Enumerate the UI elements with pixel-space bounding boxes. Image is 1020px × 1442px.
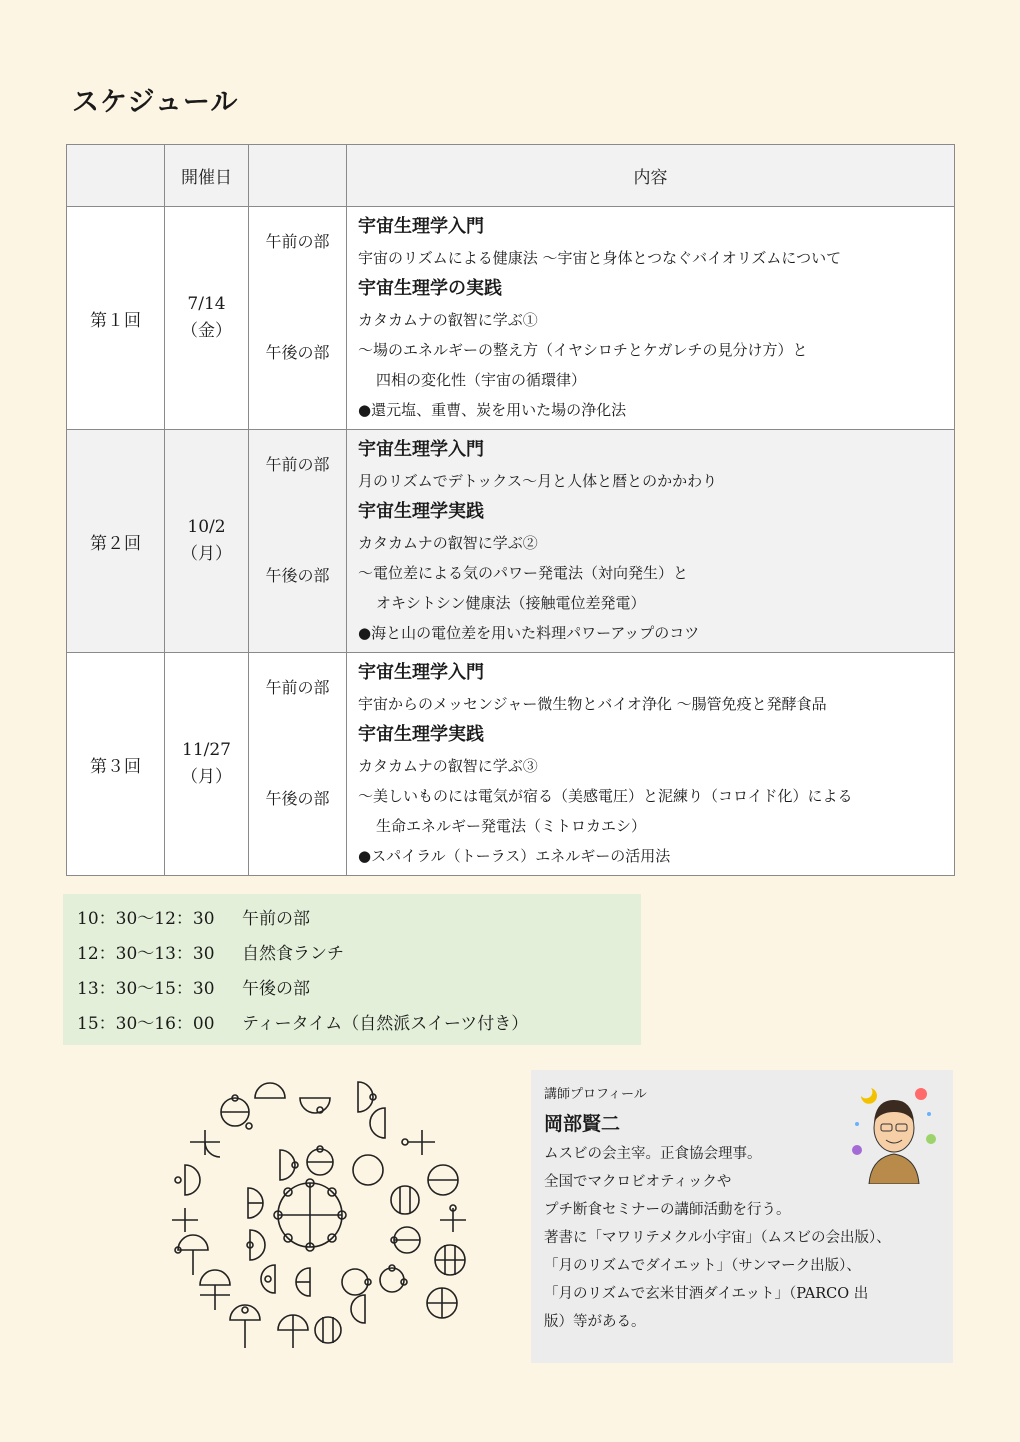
header-date: 開催日 xyxy=(165,145,249,207)
timetable-box xyxy=(63,894,641,1045)
pm-label: 午後の部 xyxy=(265,343,330,362)
content-cell xyxy=(347,653,955,876)
session-weekday: （月） xyxy=(181,767,232,787)
profile-line: ムスビの会主宰。正食協会理事。 xyxy=(544,1146,762,1162)
profile-line: 「月のリズムで玄米甘酒ダイエット」（PARCO 出 xyxy=(544,1286,869,1302)
pm-line: ●還元塩、重曹、炭を用いた場の浄化法 xyxy=(358,401,627,419)
timetable-label: 午前の部 xyxy=(242,909,310,929)
profile-line: 版）等がある。 xyxy=(544,1314,646,1330)
date-cell xyxy=(165,653,249,876)
table-row xyxy=(67,653,955,876)
content-cell xyxy=(347,207,955,430)
timetable-label: 自然食ランチ xyxy=(242,944,344,964)
timetable-row xyxy=(77,972,641,1007)
center-glyph xyxy=(274,1179,346,1251)
am-title: 宇宙生理学入門 xyxy=(358,662,484,683)
part-cell xyxy=(249,207,347,430)
instructor-name: 岡部賢二 xyxy=(544,1113,621,1135)
am-label: 午前の部 xyxy=(265,232,330,251)
part-cell xyxy=(249,430,347,653)
round-label: 第３回 xyxy=(67,653,165,876)
pm-title: 宇宙生理学実践 xyxy=(358,501,484,522)
am-title: 宇宙生理学入門 xyxy=(358,439,484,460)
session-weekday: （金） xyxy=(181,321,232,341)
session-weekday: （月） xyxy=(181,544,232,564)
profile-line: 「月のリズムでダイエット」（サンマーク出版）、 xyxy=(544,1258,861,1274)
pm-line: 〜電位差による気のパワー発電法（対向発生）と xyxy=(358,564,689,582)
profile-line: プチ断食セミナーの講師活動を行う。 xyxy=(544,1202,791,1218)
timetable-time: 15：30〜16：00 xyxy=(77,1014,215,1034)
round-label: 第２回 xyxy=(67,430,165,653)
pm-line: オキシトシン健康法（接触電位差発電） xyxy=(376,594,646,612)
session-date: 10/2 xyxy=(187,517,226,537)
pm-line: ●スパイラル（トーラス）エネルギーの活用法 xyxy=(358,847,671,865)
header-content: 内容 xyxy=(347,145,955,207)
session-date: 7/14 xyxy=(187,294,226,314)
pm-line: 〜美しいものには電気が宿る（美感電圧）と泥練り（コロイド化）による xyxy=(358,787,853,805)
profile-label: 講師プロフィール xyxy=(544,1087,647,1102)
content-cell xyxy=(347,430,955,653)
pm-label: 午後の部 xyxy=(265,789,330,808)
pm-line: カタカムナの叡智に学ぶ② xyxy=(358,534,538,552)
am-title: 宇宙生理学入門 xyxy=(358,216,484,237)
pm-title: 宇宙生理学の実践 xyxy=(358,278,502,299)
session-date: 11/27 xyxy=(182,740,231,760)
pm-line: 生命エネルギー発電法（ミトロカエシ） xyxy=(376,817,647,835)
pm-line: ●海と山の電位差を用いた料理パワーアップのコツ xyxy=(358,624,700,642)
table-row xyxy=(67,430,955,653)
part-cell xyxy=(249,653,347,876)
table-row xyxy=(67,207,955,430)
instructor-avatar xyxy=(851,1084,937,1184)
pm-line: 〜場のエネルギーの整え方（イヤシロチとケガレチの見分け方）と xyxy=(358,341,808,359)
table-header-row xyxy=(67,145,955,207)
profile-line: 全国でマクロビオティックや xyxy=(544,1174,732,1190)
pm-line: カタカムナの叡智に学ぶ③ xyxy=(358,757,538,775)
profile-line: 著書に「マワリテメクル小宇宙」（ムスビの会出版）、 xyxy=(544,1230,891,1246)
pm-line: カタカムナの叡智に学ぶ① xyxy=(358,311,538,329)
timetable-time: 10：30〜12：30 xyxy=(77,909,215,929)
header-part xyxy=(249,145,347,207)
am-label: 午前の部 xyxy=(265,678,330,697)
timetable-time: 12：30〜13：30 xyxy=(77,944,215,964)
schedule-table xyxy=(66,144,955,876)
am-label: 午前の部 xyxy=(265,455,330,474)
pm-label: 午後の部 xyxy=(265,566,330,585)
date-cell xyxy=(165,430,249,653)
timetable-label: ティータイム（自然派スイーツ付き） xyxy=(242,1014,529,1034)
katakamuna-spiral-illustration xyxy=(160,1070,480,1350)
am-desc: 宇宙からのメッセンジャー微生物とバイオ浄化 〜腸管免疫と発酵食品 xyxy=(358,695,827,713)
pm-title: 宇宙生理学実践 xyxy=(358,724,484,745)
round-label: 第１回 xyxy=(67,207,165,430)
page-title: スケジュール xyxy=(72,87,239,118)
header-round xyxy=(67,145,165,207)
timetable-row xyxy=(77,1007,641,1042)
timetable-row xyxy=(77,902,641,937)
am-desc: 月のリズムでデトックス〜月と人体と暦とのかかわり xyxy=(358,472,718,490)
instructor-profile xyxy=(531,1070,953,1363)
pm-line: 四相の変化性（宇宙の循環律） xyxy=(376,371,587,389)
timetable-time: 13：30〜15：30 xyxy=(77,979,215,999)
date-cell xyxy=(165,207,249,430)
am-desc: 宇宙のリズムによる健康法 〜宇宙と身体とつなぐバイオリズムについて xyxy=(358,249,842,267)
timetable-label: 午後の部 xyxy=(242,979,310,999)
timetable-row xyxy=(77,937,641,972)
